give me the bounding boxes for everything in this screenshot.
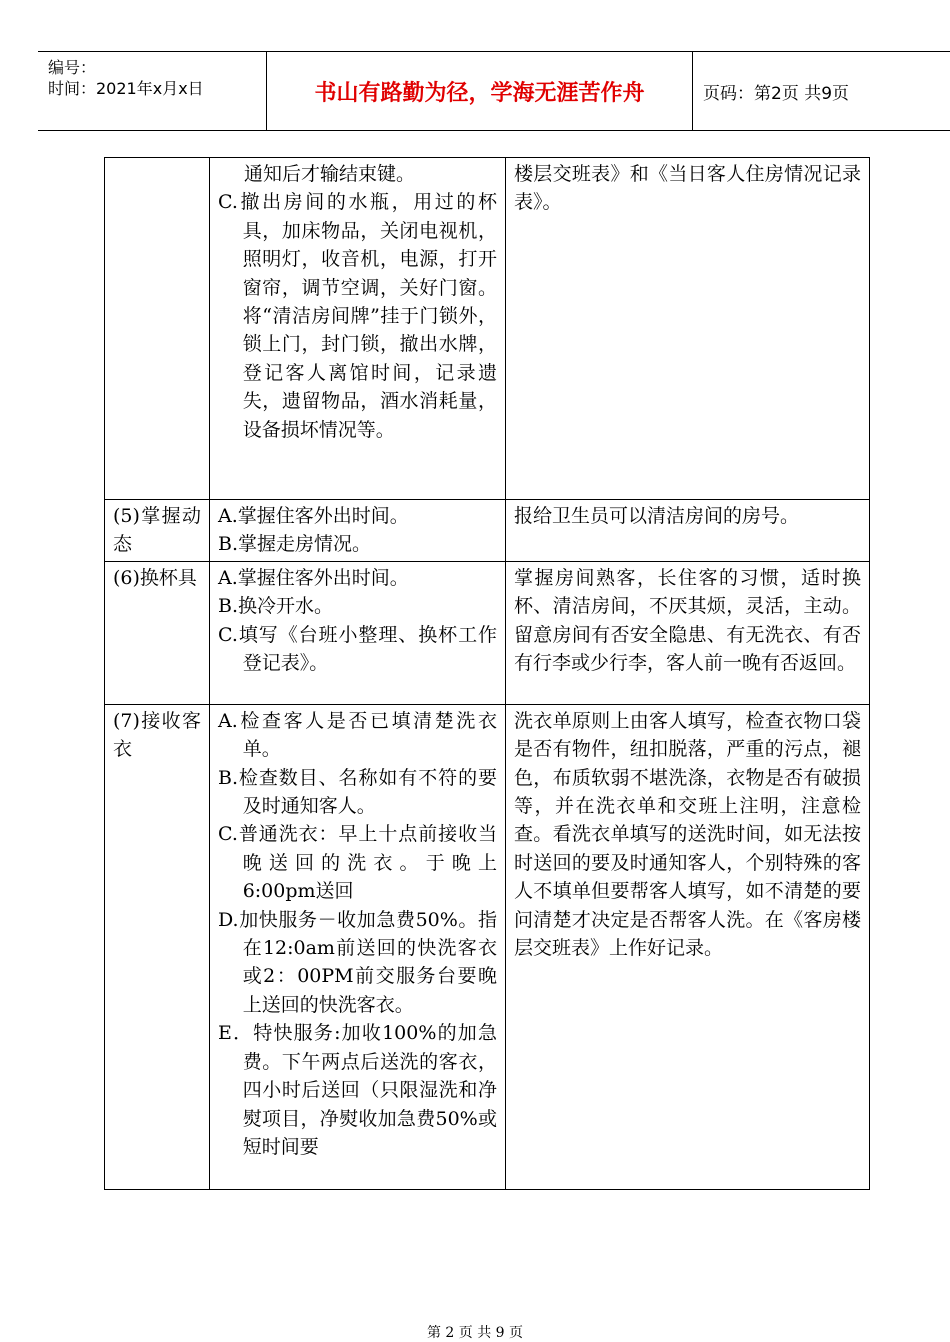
row-title: (7)接收客衣 (105, 704, 210, 1189)
row-note: 报给卫生员可以清洁房间的房号。 (506, 500, 870, 562)
procedure-table (104, 157, 870, 1190)
page-footer: 第 2 页 共 9 页 (426, 1325, 524, 1341)
table-row (105, 704, 870, 1189)
table-row (105, 561, 870, 704)
header-motto: 书山有路勤为径，学海无涯苦作舟 (314, 80, 645, 106)
step-item: B.掌握走房情况。 (218, 533, 372, 556)
row-title: (5)掌握动态 (105, 500, 210, 562)
page-header (38, 51, 950, 131)
step-item: A.掌握住客外出时间。 (218, 505, 409, 527)
header-info (48, 57, 204, 99)
number-label: 编号： (48, 58, 97, 77)
row-note: 洗衣单原则上由客人填写，检查衣物口袋是否有物件，纽扣脱落，严重的污点，褪色，布质软弱不堪洗涤，衣物是否有破损等，并在洗衣单和交班上注明，注意检查。看洗衣单填写的送洗时间，如无法按时送回的要及时通知客人，个别特殊的客人不填单但要帮客人填写，如不清楚的要问清楚才决定是否帮客人洗。在《客房楼层交班表》上作好记录。 (506, 704, 870, 1189)
header-page-number: 页码：第2页 共9页 (703, 83, 850, 104)
step-item: C.填写《台班小整理、换杯工作登记表》。 (218, 623, 497, 675)
row-steps (210, 158, 506, 500)
step-item: D.加快服务－收加急费50%。指在12:0am前送回的快洗客衣或2：00PM前交服务台要晚上送回的快洗客衣。 (218, 908, 497, 1016)
step-item: A.检查客人是否已填清楚洗衣单。 (218, 709, 497, 761)
step-item: B.检查数目、名称如有不符的要及时通知客人。 (218, 766, 497, 818)
row-steps (210, 561, 506, 704)
row-title (105, 158, 210, 500)
row-title: (6)换杯具 (105, 561, 210, 704)
row-steps (210, 500, 506, 562)
table-row (105, 500, 870, 562)
step-item: B.换冷开水。 (218, 595, 334, 618)
row-steps (210, 704, 506, 1189)
table-row (105, 158, 870, 500)
step-item: A.掌握住客外出时间。 (218, 566, 409, 589)
row-note: 掌握房间熟客，长住客的习惯，适时换杯、清洁房间，不厌其烦，灵活，主动。留意房间有否安全隐患、有无洗衣、有否有行李或少行李，客人前一晚有否返回。 (506, 561, 870, 704)
step-item: C.普通洗衣：早上十点前接收当晚送回的洗衣。于晚上6:00pm送回 (218, 823, 497, 903)
time-label: 时间：2021年x月x日 (48, 79, 204, 98)
step-item: E．特快服务:加收100%的加急费。下午两点后送洗的客衣，四小时后送回（只限湿洗和净熨项目，净熨收加急费50%或短时间要 (218, 1022, 497, 1158)
step-item: 通知后才输结束键。 (244, 163, 416, 185)
row-note: 楼层交班表》和《当日客人住房情况记录表》。 (506, 158, 870, 500)
step-item: C.撤出房间的水瓶，用过的杯具，加床物品，关闭电视机，照明灯，收音机，电源，打开窗帘，调节空调，关好门窗。将“清洁房间牌”挂于门锁外，锁上门，封门锁，撤出水牌，登记客人离馆时间，记录遗失，遗留物品，酒水消耗量，设备损坏情况等。 (218, 191, 497, 441)
